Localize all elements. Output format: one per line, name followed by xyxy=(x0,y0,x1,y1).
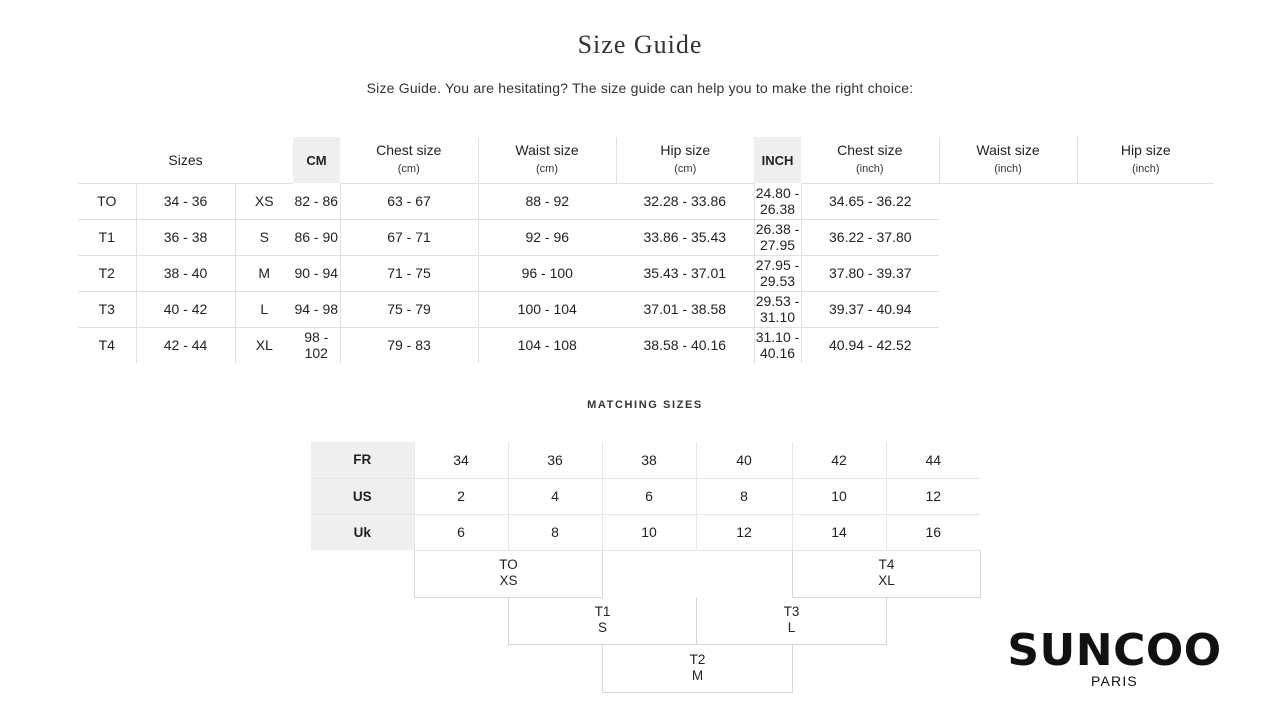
waist-inch-header-label: Waist size xyxy=(976,142,1040,159)
matching-cell: 2 xyxy=(414,478,508,514)
size-cell-chest-inch: 35.43 - 37.01 xyxy=(616,255,754,291)
size-cell-fr: 34 - 36 xyxy=(136,183,235,219)
size-cell-fr: 36 - 38 xyxy=(136,219,235,255)
size-bracket-letter: L xyxy=(787,620,796,635)
waist-inch-header xyxy=(939,137,1077,183)
size-bracket-letter: S xyxy=(597,620,607,635)
matching-row-label: Uk xyxy=(311,514,414,550)
size-cell-chest-cm: 98 - 102 xyxy=(304,329,329,362)
size-bracket-code: TO xyxy=(499,557,518,572)
matching-cell: 12 xyxy=(886,478,980,514)
matching-cell: 40 xyxy=(696,442,792,478)
size-cell-hip-inch: 36.22 - 37.80 xyxy=(801,219,939,255)
matching-row-us xyxy=(311,478,980,514)
matching-cell: 36 xyxy=(508,442,602,478)
size-cell-waist-inch: 24.80 - 26.38 xyxy=(754,183,801,219)
hip-cm-header xyxy=(616,137,754,183)
size-cell-t: TO xyxy=(78,183,136,219)
size-cell-fr: 40 - 42 xyxy=(136,291,235,327)
matching-cell: 44 xyxy=(886,442,980,478)
matching-cell: 8 xyxy=(508,514,602,550)
matching-sizes-table xyxy=(311,442,980,551)
size-bracket-letter: M xyxy=(691,668,704,683)
size-cell-letter: XL xyxy=(235,327,293,363)
size-cell-waist-inch: 31.10 - 40.16 xyxy=(754,327,801,363)
matching-cell: 10 xyxy=(602,514,696,550)
matching-cell: 10 xyxy=(792,478,886,514)
size-cell-hip-cm: 104 - 108 xyxy=(478,327,616,363)
size-cell-hip-inch: 39.37 - 40.94 xyxy=(801,291,939,327)
brand-logo-wordmark: SUNCOO xyxy=(1007,625,1222,676)
matching-cell: 38 xyxy=(602,442,696,478)
waist-inch-header-unit: (inch) xyxy=(994,163,1022,176)
size-cell-waist-inch: 26.38 - 27.95 xyxy=(755,221,800,253)
size-cell-hip-inch: 37.80 - 39.37 xyxy=(801,255,939,291)
matching-row-label: US xyxy=(311,478,414,514)
size-bracket-t1 xyxy=(508,597,697,645)
size-cell-waist-cm: 67 - 71 xyxy=(340,219,478,255)
size-cell-chest-inch: 37.01 - 38.58 xyxy=(616,291,754,327)
hip-inch-header xyxy=(1077,137,1214,183)
page-title: Size Guide xyxy=(577,30,703,59)
matching-sizes-title: MATCHING SIZES xyxy=(587,399,703,411)
chest-cm-header xyxy=(340,137,478,183)
size-bracket-t2 xyxy=(602,645,793,693)
brand-logo-location: PARIS xyxy=(1091,673,1138,689)
chest-cm-header-unit: (cm) xyxy=(397,163,420,176)
size-bracket-t0 xyxy=(414,550,603,598)
size-cell-chest-cm: 90 - 94 xyxy=(293,255,340,291)
matching-cell: 14 xyxy=(792,514,886,550)
matching-cell: 8 xyxy=(696,478,792,514)
size-chart-table xyxy=(78,137,1214,363)
size-cell-fr: 42 - 44 xyxy=(136,327,235,363)
matching-cell: 16 xyxy=(886,514,980,550)
size-row-t0 xyxy=(78,183,1214,219)
size-cell-t: T1 xyxy=(78,219,136,255)
page-subtitle: Size Guide. You are hesitating? The size guide can help you to make the right choice: xyxy=(366,80,914,96)
size-bracket-t4 xyxy=(792,550,981,598)
inch-unit-label: INCH xyxy=(754,137,801,183)
size-cell-letter: L xyxy=(235,291,293,327)
size-row-t4 xyxy=(78,327,1214,363)
hip-cm-header-label: Hip size xyxy=(660,142,711,159)
size-cell-waist-inch: 29.53 - 31.10 xyxy=(755,293,800,325)
size-cell-chest-inch: 38.58 - 40.16 xyxy=(643,337,727,354)
waist-cm-header-label: Waist size xyxy=(515,142,579,159)
size-cell-hip-cm: 88 - 92 xyxy=(478,183,616,219)
chest-cm-header-label: Chest size xyxy=(376,142,442,159)
size-bracket-code: T1 xyxy=(594,604,611,619)
waist-cm-header xyxy=(478,137,616,183)
size-cell-t: T4 xyxy=(98,337,115,354)
size-cell-t: T2 xyxy=(78,255,136,291)
size-cell-t: T3 xyxy=(78,291,136,327)
matching-cell: 34 xyxy=(414,442,508,478)
size-cell-fr: 38 - 40 xyxy=(136,255,235,291)
matching-cell: 12 xyxy=(696,514,792,550)
size-row-t3 xyxy=(78,291,1214,327)
matching-cell: 42 xyxy=(792,442,886,478)
size-cell-hip-cm: 92 - 96 xyxy=(478,219,616,255)
size-cell-chest-cm: 86 - 90 xyxy=(293,219,340,255)
matching-row-uk xyxy=(311,514,980,550)
size-cell-hip-inch: 40.94 - 42.52 xyxy=(801,327,939,363)
size-cell-hip-inch: 34.65 - 36.22 xyxy=(801,183,939,219)
matching-row-label: FR xyxy=(311,442,414,478)
size-bracket-t3 xyxy=(696,597,887,645)
size-cell-waist-inch: 27.95 - 29.53 xyxy=(755,257,800,289)
size-cell-letter: M xyxy=(235,255,293,291)
size-cell-waist-cm: 63 - 67 xyxy=(340,183,478,219)
matching-row-fr xyxy=(311,442,980,478)
matching-cell: 6 xyxy=(414,514,508,550)
size-row-t1 xyxy=(78,219,1214,255)
hip-cm-header-unit: (cm) xyxy=(674,163,697,176)
size-bracket-letter: XL xyxy=(878,573,895,588)
sizes-header: Sizes xyxy=(78,137,293,183)
chest-inch-header xyxy=(801,137,939,183)
size-bracket-letter: XS xyxy=(499,573,518,588)
waist-cm-header-unit: (cm) xyxy=(536,163,559,176)
matching-cell: 4 xyxy=(508,478,602,514)
size-bracket-code: T2 xyxy=(689,652,706,667)
size-cell-letter: XS xyxy=(235,183,293,219)
hip-inch-header-label: Hip size xyxy=(1120,142,1171,159)
size-cell-chest-inch: 33.86 - 35.43 xyxy=(616,219,754,255)
size-cell-chest-cm: 82 - 86 xyxy=(293,183,340,219)
size-cell-waist-cm: 71 - 75 xyxy=(340,255,478,291)
size-cell-chest-inch: 32.28 - 33.86 xyxy=(616,183,754,219)
hip-inch-header-unit: (inch) xyxy=(1132,163,1160,176)
size-bracket-code: T4 xyxy=(878,557,895,572)
size-cell-hip-cm: 100 - 104 xyxy=(478,291,616,327)
size-cell-letter: S xyxy=(235,219,293,255)
size-cell-chest-cm: 94 - 98 xyxy=(293,291,340,327)
size-cell-waist-cm: 79 - 83 xyxy=(340,327,478,363)
chest-inch-header-unit: (inch) xyxy=(856,163,884,176)
cm-unit-label: CM xyxy=(293,137,340,183)
chest-inch-header-label: Chest size xyxy=(837,142,903,159)
size-cell-hip-cm: 96 - 100 xyxy=(478,255,616,291)
size-cell-waist-cm: 75 - 79 xyxy=(340,291,478,327)
matching-cell: 6 xyxy=(602,478,696,514)
size-row-t2 xyxy=(78,255,1214,291)
size-bracket-code: T3 xyxy=(783,604,800,619)
size-chart-header-row xyxy=(78,137,1214,183)
